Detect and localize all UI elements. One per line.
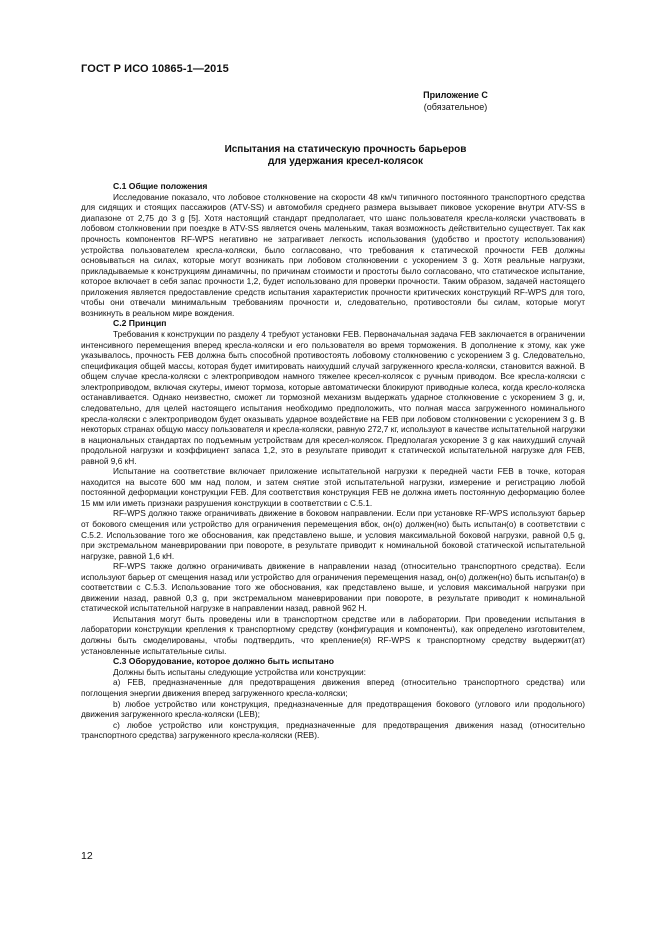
page-title [0, 144, 661, 168]
document-body [81, 181, 585, 741]
paragraph: Должны быть испытаны следующие устройства или конструкции: [113, 666, 366, 677]
section-heading-c3: С.3 Оборудование, которое должно быть испытано [113, 656, 335, 667]
list-item: а) FEB, предназначенные для предотвращения движения вперед (относительно транспортного средства) или поглощения энергии движения вперед загруженного кресла-коляски; [81, 677, 585, 698]
document-code-header: ГОСТ Р ИСО 10865-1—2015 [81, 63, 229, 75]
paragraph: Испытание на соответствие включает приложение испытательной нагрузки к передней части FEB в точке, которая находится на высоте 600 мм над полом, и затем снятие этой испытательной нагрузки, измерение и регистрацию любой постоянной деформации конструкции FEB. Для соответствия конструкция FEB не должна иметь постоянную деформацию более 15 мм или иметь признаки разрушения конструкции в соответствии с С.5.1. [81, 466, 585, 508]
appendix-block [0, 90, 661, 113]
paragraph: Требования к конструкции по разделу 4 требуют установки FEB. Первоначальная задача FEB заключается в ограничении интенсивного перемещения вперед кресла-коляски и его пользователя во время торможения. В дополнение к этому, как уже указывалось, прочность FEB должна быть способной противостоять лобовому столкновению с ускорением 3 g. Следовательно, спецификация общей массы, которая будет имитировать наихудший случай загруженного кресла-коляски, становится важной. В общем случае кресла-коляски с электроприводом намного тяжелее кресел-колясок с ручным приводом. Все кресла-коляски с электроприводом, включая скутеры, имеют тормоза, которые автоматически блокируют приводные колеса, когда кресло-коляска останавливается. Однако неизвестно, сможет ли тормозной механизм выдержать ударное столкновение с ускорением 3 g, и, следовательно, для целей настоящего испытания необходимо предположить, что полная масса загруженного номинального кресла-коляски с электроприводом будет оказывать ударное воздействие на FEB при лобовом столкновении с ускорением 3 g. В некоторых странах общую массу пользователя и кресла-коляски, равную 272,7 кг, используют в качестве испытательной нагрузки в национальных стандартах по подъемным устройствам для кресел-колясок. Предполагая ускорение 3 g как наихудший случай продольной нагрузки и коэффициент запаса 1,2, это в результате приводит к статической испытательной нагрузке для FEB, равной 9,6 кН. [81, 329, 585, 466]
paragraph: RF-WPS также должно ограничивать движение в направлении назад (относительно транспортного средства). Если используют барьер от смещения назад или устройство для ограничения перемещения назад, он(о) должен(но) быть испытан(о) в соответствии с С.5.3. Использование того же обоснования, как представлено выше, и условия максимальной нагрузки при движении назад, равной 0,3 g, при экстремальном маневрировании при повороте, в результате приводит к номинальной статической испытательной нагрузке в направлении назад, равной 962 Н. [81, 561, 585, 614]
appendix-status: (обязательное) [423, 101, 488, 112]
section-heading-c2: С.2 Принцип [113, 318, 167, 329]
page-title-line-2: для удержания кресел-колясок [267, 156, 424, 167]
page-title-line-1: Испытания на статическую прочность барьеров [224, 144, 467, 155]
list-item: b) любое устройство или конструкция, предназначенные для предотвращения бокового (углового или продольного) движения загруженного кресла-коляски (LEB); [81, 698, 585, 720]
page-number: 12 [81, 850, 93, 862]
list-item: с) любое устройство или конструкция, предназначенные для предотвращения движения назад (относительно транспортного средства) загруженного кресла-коляски (REB). [81, 719, 585, 741]
paragraph: Испытания могут быть проведены или в транспортном средстве или в лаборатории. При проведении испытания в лаборатории конструкции крепления к транспортному средству (конфигурация и компоненты), как определено изготовителем, должны быть смоделированы, чтобы подтвердить, что крепление(я) RF-WPS к транспортному средству выдержит(ат) установленные испытательные силы. [81, 613, 585, 656]
appendix-title: Приложение С [423, 90, 488, 100]
paragraph: Исследование показало, что лобовое столкновение на скорости 48 км/ч типичного постоянного транспортного средства для сидящих и стоящих пассажиров (ATV-SS) и автомобиля среднего размера вызывает пиковое ускорение внутри ATV-SS в диапазоне от 2,75 до 3 g [5]. Хотя настоящий стандарт предполагает, что шанс пользователя кресла-коляски участвовать в лобовом столкновении при поездке в ATV-SS является очень маленьким, такая возможность действительно существует. Так как прочность компонентов RF-WPS негативно не затрагивает легкость использования (удобство и простоту использования) устройства пользователем кресла-коляски, было согласовано, что требования к статической прочности FEB должны основываться на силах, которые могут возникать при лобовом столкновении с ускорением 3 g. Хотя реальные нагрузки, прикладываемые к конструкциям динамичны, по причинам стоимости и простоты было согласовано, что статическое испытание, которое включает в себя запас прочности 1,2, будет использовано для проверки прочности. Таким образом, задачей настоящего приложения является предоставление средств испытания характеристик прочности критических конструкций RF-WPS для того, чтобы они отвечали минимальным требованиям прочности и, следовательно, противостояли бы силам, которые могут возникнуть в реальном мире вождения. [81, 191, 585, 318]
paragraph: RF-WPS должно также ограничивать движение в боковом направлении. Если при установке RF-WPS используют барьер от бокового смещения или устройство для ограничения перемещения вбок, он(о) должен(но) быть испытан(о) в соответствии с С.5.2. Использование того же обоснования, как представлено выше, и условия максимальной боковой нагрузки, равной 0,5 g, при экстремальном маневрировании при повороте, в результате приводит к номинальной боковой статической испытательной нагрузке, равной 1,6 кН. [81, 508, 585, 561]
section-heading-c1: С.1 Общие положения [113, 181, 208, 191]
